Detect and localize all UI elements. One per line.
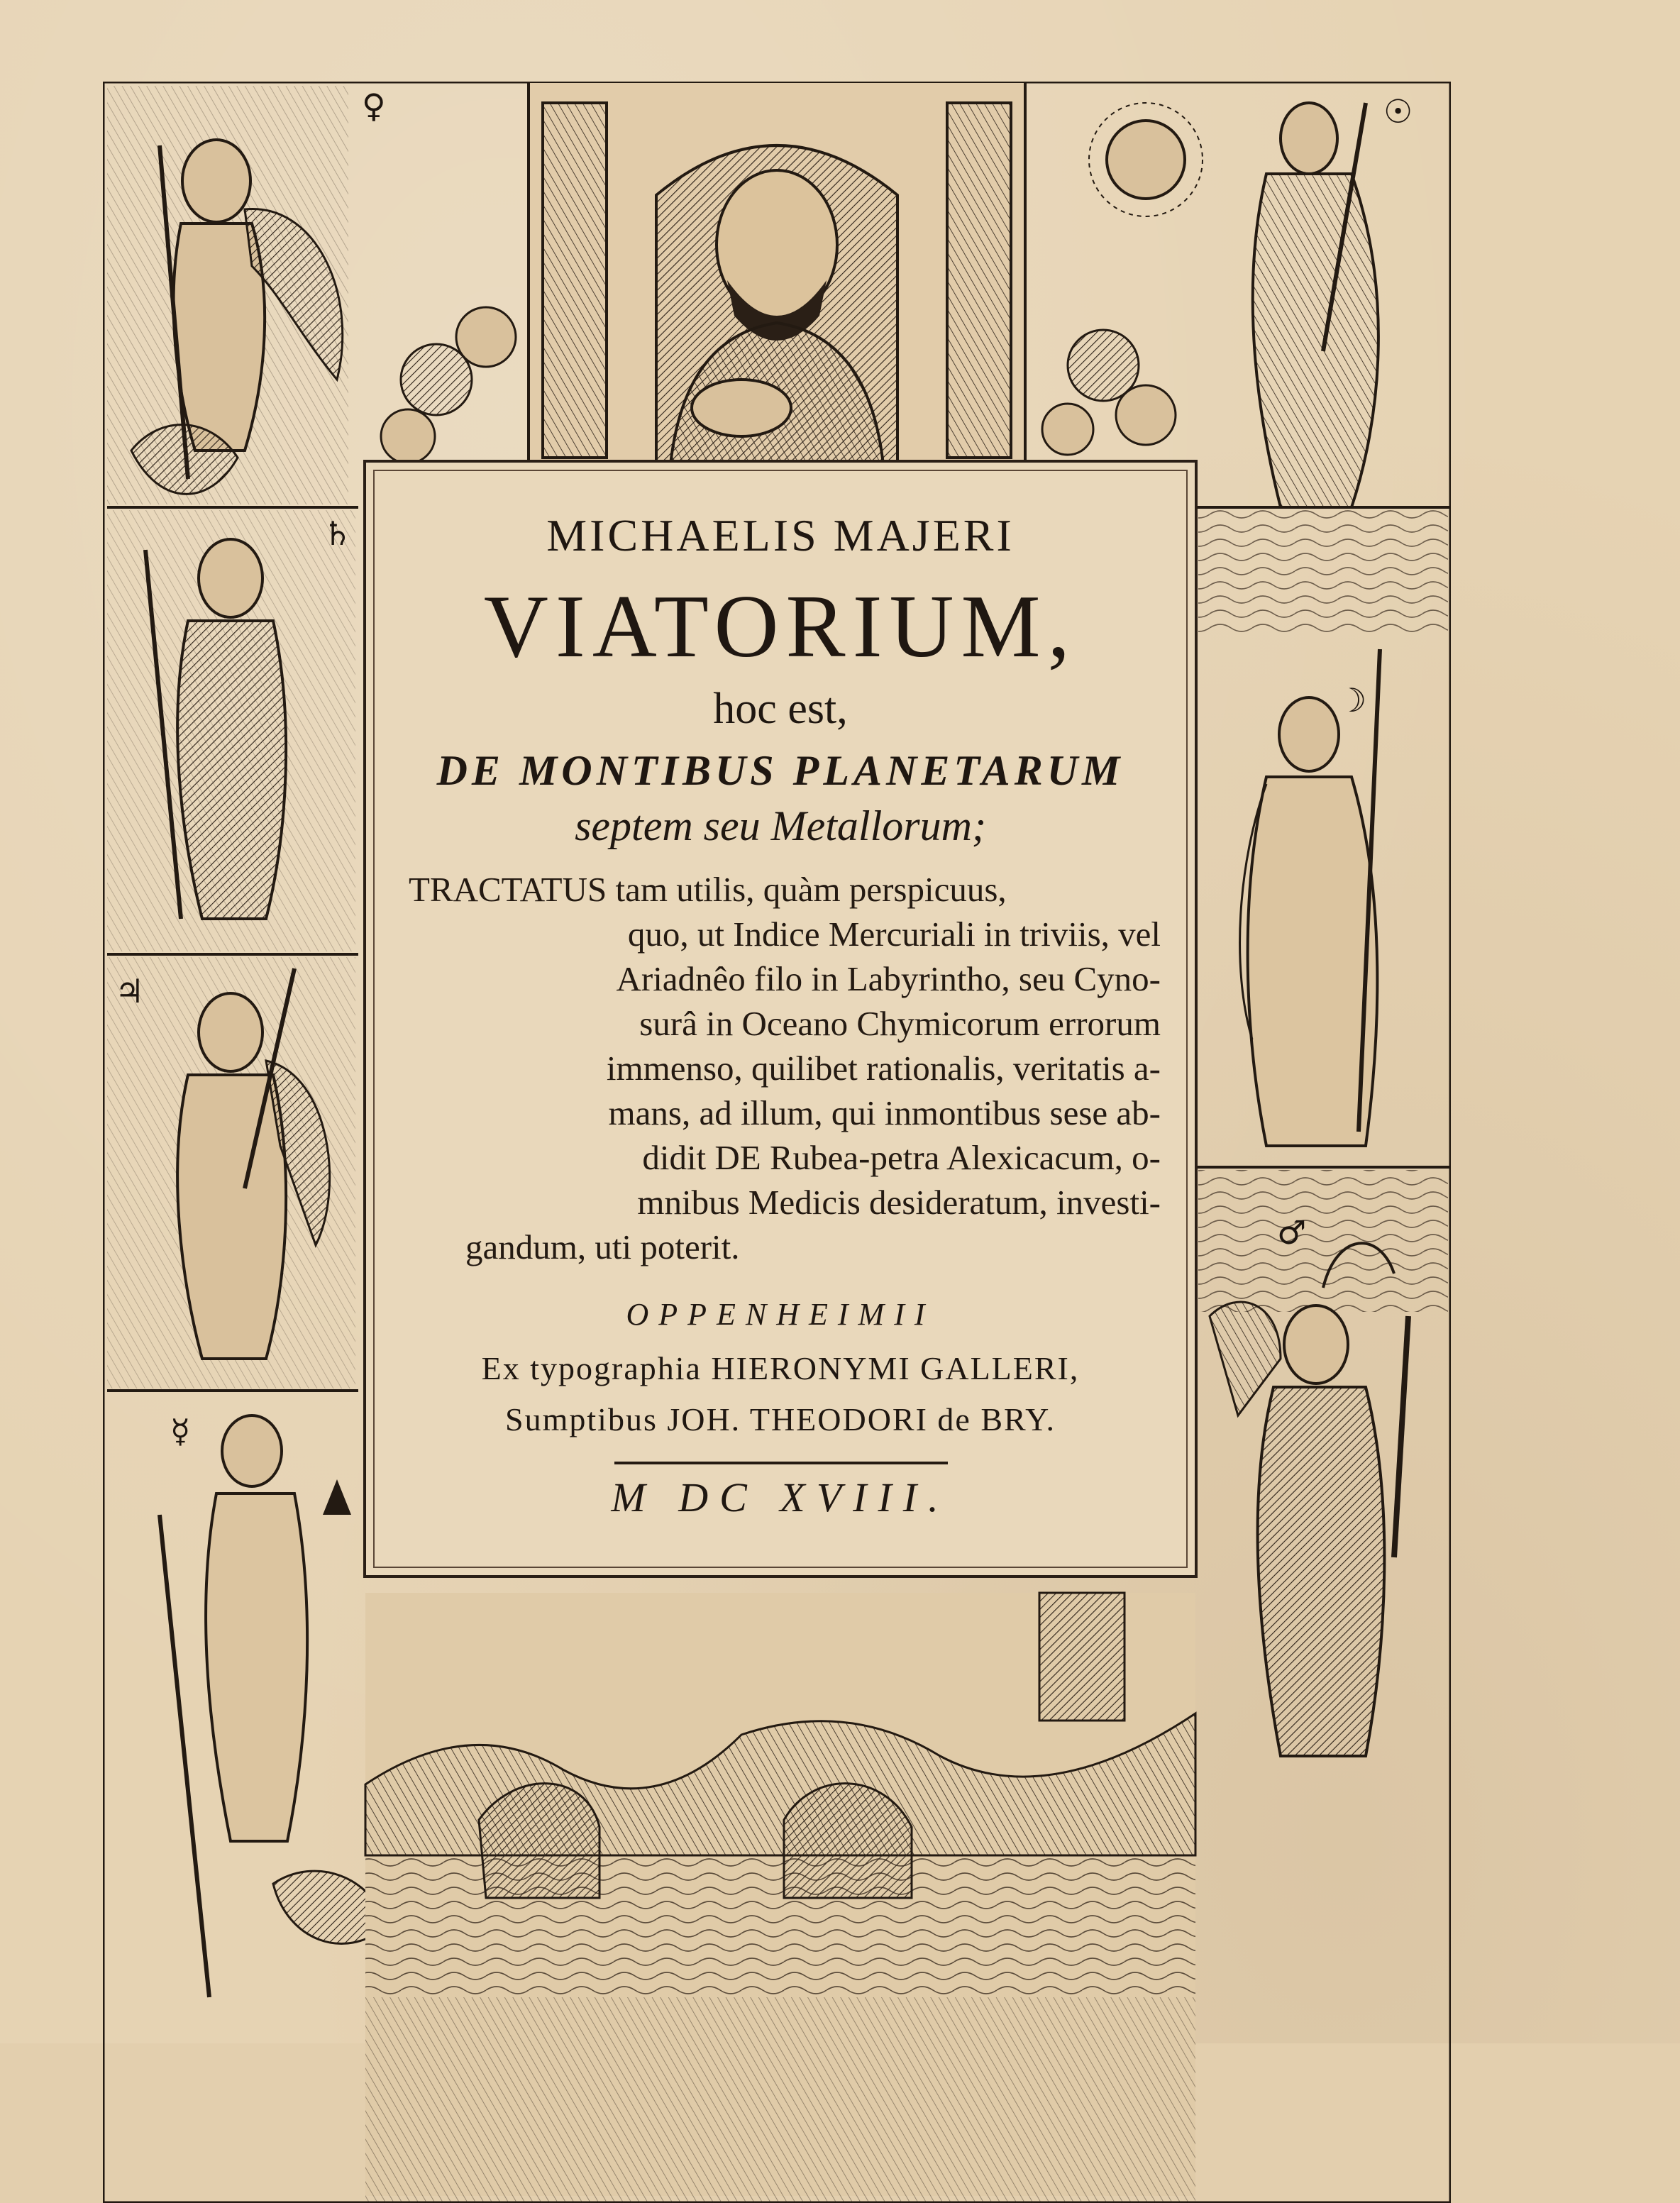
imprint-printer: Ex typographia HIERONYMI GALLERI,: [481, 1350, 1080, 1386]
mercury-figure: [107, 86, 348, 504]
imprint-place: OPPENHEIMII: [626, 1297, 935, 1332]
description-line: didit DE Rubea-petra Alexicacum, o-: [642, 1138, 1161, 1177]
jupiter-figure: [107, 957, 355, 1388]
subtitle: DE MONTIBUS PLANETARUM: [436, 747, 1124, 794]
description-line: immenso, quilibet rationalis, veritatis a-: [606, 1049, 1161, 1088]
description-paragraph: [409, 867, 1161, 1269]
portrait-of-author: [529, 82, 1025, 465]
book-title: VIATORIUM,: [483, 578, 1078, 676]
description-line: quo, ut Indice Mercuriali in triviis, vel: [627, 915, 1161, 954]
mercury-symbol-icon: ☿: [170, 1412, 191, 1450]
title-block: [363, 460, 1198, 1578]
mars-figure: [1198, 1170, 1448, 1756]
jupiter-symbol-icon: ♃: [115, 972, 145, 1010]
description-line: surâ in Oceano Chymicorum errorum: [639, 1004, 1161, 1043]
description-line: TRACTATUS tam utilis, quàm perspicuus,: [409, 870, 1007, 909]
saturn-figure: [107, 510, 355, 951]
luna-symbol-icon: ☽: [1337, 681, 1367, 719]
mars-symbol-icon: ♂: [1277, 1213, 1307, 1252]
divider-rule: [614, 1462, 948, 1464]
sol-symbol-icon: ☉: [1383, 92, 1413, 131]
description-line: mnibus Medicis desideratum, investi-: [637, 1183, 1161, 1222]
connector-text: hoc est,: [713, 685, 848, 733]
imprint-sponsor: Sumptibus JOH. THEODORI de BRY.: [505, 1401, 1056, 1437]
luna-figure: [1198, 510, 1448, 1146]
imprint-year: M DC XVIII.: [611, 1474, 950, 1520]
sol-king-figure: [1089, 103, 1378, 507]
saturn-symbol-icon: ♄: [323, 514, 353, 553]
subtitle-continued: septem seu Metallorum;: [575, 802, 986, 849]
description-line: mans, ad illum, qui inmontibus sese ab-: [608, 1093, 1161, 1132]
description-line: gandum, uti poterit.: [465, 1227, 740, 1266]
venus-figure: [160, 1415, 387, 1997]
description-line: Ariadnêo filo in Labyrintho, seu Cyno-: [616, 959, 1161, 998]
landscape-vignette: [365, 1593, 1195, 2203]
venus-symbol-icon: ♀: [362, 87, 386, 125]
author-name: MICHAELIS MAJERI: [546, 510, 1015, 561]
